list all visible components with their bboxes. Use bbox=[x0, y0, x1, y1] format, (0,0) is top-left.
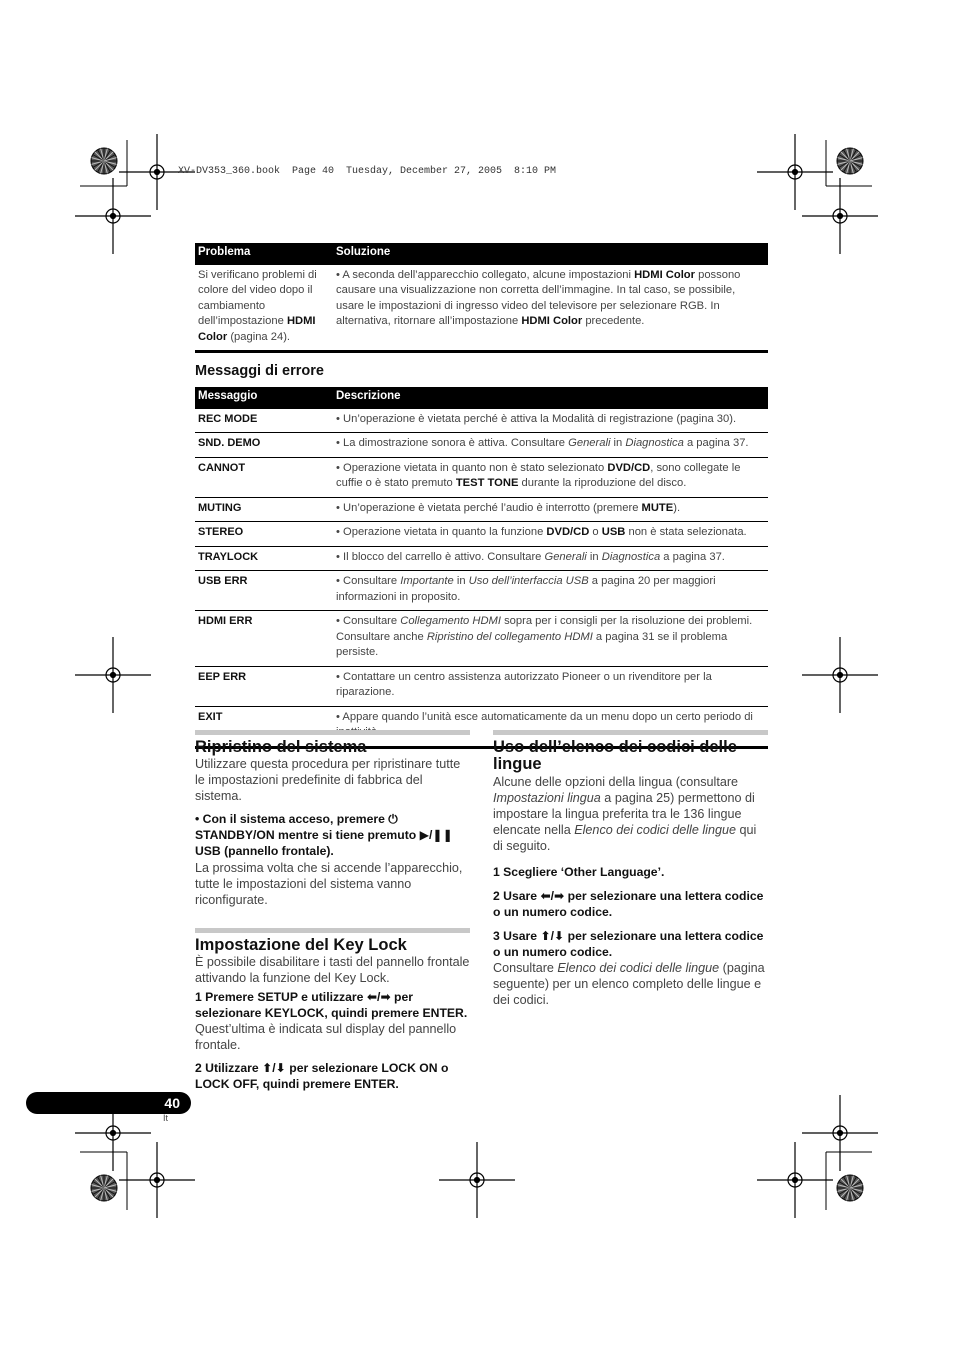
registration-rosette bbox=[837, 1175, 863, 1201]
error-code: REC MODE bbox=[195, 409, 333, 433]
table-row bbox=[195, 457, 768, 497]
reset-outro: La prossima volta che si accende l’apparecchio, tutte le impostazioni del sistema vanno riconfigurate. bbox=[195, 861, 463, 907]
error-description: • Il blocco del carrello è attivo. Consultare Generali in Diagnostica a pagina 37. bbox=[333, 546, 768, 571]
keylock-step-1: 1 Premere SETUP e utilizzare ⬅/➡ per selezionare KEYLOCK, quindi premere ENTER. bbox=[195, 990, 468, 1020]
section-heading-error-messages: Messaggi di errore bbox=[195, 363, 324, 379]
registration-rosette bbox=[837, 148, 863, 174]
up-down-arrows-icon: ⬆/⬇ bbox=[262, 1061, 286, 1075]
table-row bbox=[195, 522, 768, 547]
language-step-3: 3 Usare ⬆/⬇ per selezionare una lettera codice o un numero codice. bbox=[493, 929, 764, 959]
table-row bbox=[195, 611, 768, 667]
language-step-1: 1 Scegliere ‘Other Language’. bbox=[493, 865, 665, 879]
section-rule bbox=[195, 730, 470, 735]
error-code: MUTING bbox=[195, 497, 333, 522]
table-row bbox=[195, 497, 768, 522]
section-title-language-codes: Uso dell’elenco dei codici delle lingue bbox=[493, 738, 737, 773]
problem-cell: Si verificano problemi di colore del video dopo il cambiamento dell’impostazione HDMI Color (pagina 24). bbox=[195, 265, 333, 352]
error-description: • Consultare Importante in Uso dell’interfaccia USB a pagina 20 per maggiori informazioni in proposito. bbox=[333, 571, 768, 611]
error-code: CANNOT bbox=[195, 457, 333, 497]
column-header-solution: Soluzione bbox=[333, 243, 768, 265]
column-header-description: Descrizione bbox=[333, 387, 768, 409]
left-column bbox=[195, 730, 470, 1092]
column-header-problem: Problema bbox=[195, 243, 333, 265]
print-header-line: XV-DV353_360.book Page 40 Tuesday, December 27, 2005 8:10 PM bbox=[178, 166, 557, 177]
error-description: • Operazione vietata in quanto non è stato selezionato DVD/CD, sono collegate le cuffie o è stato premuto TEST TONE durante la riproduzione del disco. bbox=[333, 457, 768, 497]
error-code: HDMI ERR bbox=[195, 611, 333, 667]
table-row bbox=[195, 265, 768, 352]
error-description: • Operazione vietata in quanto la funzione DVD/CD o USB non è stata selezionata. bbox=[333, 522, 768, 547]
error-description: • La dimostrazione sonora è attiva. Consultare Generali in Diagnostica a pagina 37. bbox=[333, 433, 768, 458]
page-number-badge: 40 bbox=[26, 1092, 191, 1114]
error-description: • Un’operazione è vietata perché l’audio è interrotto (premere MUTE). bbox=[333, 497, 768, 522]
error-code: STEREO bbox=[195, 522, 333, 547]
error-code: EEP ERR bbox=[195, 666, 333, 706]
power-icon: ⏻ bbox=[388, 812, 398, 826]
column-header-message: Messaggio bbox=[195, 387, 333, 409]
section-rule bbox=[493, 730, 768, 735]
keylock-step-1-note: Quest’ultima è indicata sul display del pannello frontale. bbox=[195, 1022, 457, 1052]
play-pause-icon: ▶/❚❚ bbox=[419, 828, 453, 842]
language-codes-intro: Alcune delle opzioni della lingua (consultare Impostazioni lingua a pagina 25) permettono di impostare la lingua preferita tra le 136 lingue elencate nella Elenco dei codici delle lingue qui di seguito. bbox=[493, 775, 757, 853]
left-right-arrows-icon: ⬅/➡ bbox=[366, 990, 391, 1004]
table-row bbox=[195, 666, 768, 706]
table-row bbox=[195, 409, 768, 433]
error-description: • Consultare Collegamento HDMI sopra per i consigli per la risoluzione dei problemi. Consultare anche Ripristino del collegamento HDMI a pagina 31 se il problema persiste. bbox=[333, 611, 768, 667]
error-description: • Appare quando l’unità esce automaticamente da un menu dopo un certo periodo di bbox=[333, 706, 768, 747]
table-row bbox=[195, 571, 768, 611]
section-title-reset: Ripristino del sistema bbox=[195, 738, 367, 756]
left-right-arrows-icon: ⬅/➡ bbox=[540, 889, 565, 903]
language-step-2: 2 Usare ⬅/➡ per selezionare una lettera codice o un numero codice. bbox=[493, 889, 764, 919]
keylock-intro: È possibile disabilitare i tasti del pannello frontale attivando la funzione del Key Lock. bbox=[195, 955, 470, 985]
troubleshoot-table bbox=[195, 243, 768, 353]
error-code: USB ERR bbox=[195, 571, 333, 611]
error-message-table bbox=[195, 387, 768, 749]
reset-step: • Con il sistema acceso, premere ⏻ STANDBY/ON mentre si tiene premuto ▶/❚❚ USB (pannello frontale). bbox=[195, 812, 453, 858]
up-down-arrows-icon: ⬆/⬇ bbox=[540, 929, 565, 943]
registration-rosette bbox=[91, 1175, 117, 1201]
language-tag: It bbox=[163, 1113, 169, 1123]
section-rule bbox=[195, 928, 470, 933]
right-column bbox=[493, 730, 768, 1008]
error-description: • Un’operazione è vietata perché è attiva la Modalità di registrazione (pagina 30). bbox=[333, 409, 768, 433]
reset-intro: Utilizzare questa procedura per ripristinare tutte le impostazioni predefinite di fabbrica del sistema. bbox=[195, 757, 461, 803]
registration-rosette bbox=[91, 148, 117, 174]
solution-cell: • A seconda dell’apparecchio collegato, alcune impostazioni HDMI Color possono causare una visualizzazione non corretta dell’immagine. In tal caso, se possibile, usare le impostazioni di ingresso video del televisore per selezionare RGB. In alternativa, ritornare all’impostazione HDMI Color precedente. bbox=[333, 265, 768, 352]
error-code: TRAYLOCK bbox=[195, 546, 333, 571]
section-title-keylock: Impostazione del Key Lock bbox=[195, 936, 407, 954]
error-description: • Contattare un centro assistenza autorizzato Pioneer o un rivenditore per la riparazione. bbox=[333, 666, 768, 706]
table-row bbox=[195, 546, 768, 571]
error-code: EXIT bbox=[195, 706, 333, 747]
table-row bbox=[195, 433, 768, 458]
error-code: SND. DEMO bbox=[195, 433, 333, 458]
keylock-step-2: 2 Utilizzare ⬆/⬇ per selezionare LOCK ON o LOCK OFF, quindi premere ENTER. bbox=[195, 1061, 449, 1091]
language-codes-outro: Consultare Elenco dei codici delle lingue (pagina seguente) per un elenco completo delle lingue e dei codici. bbox=[493, 961, 765, 1007]
